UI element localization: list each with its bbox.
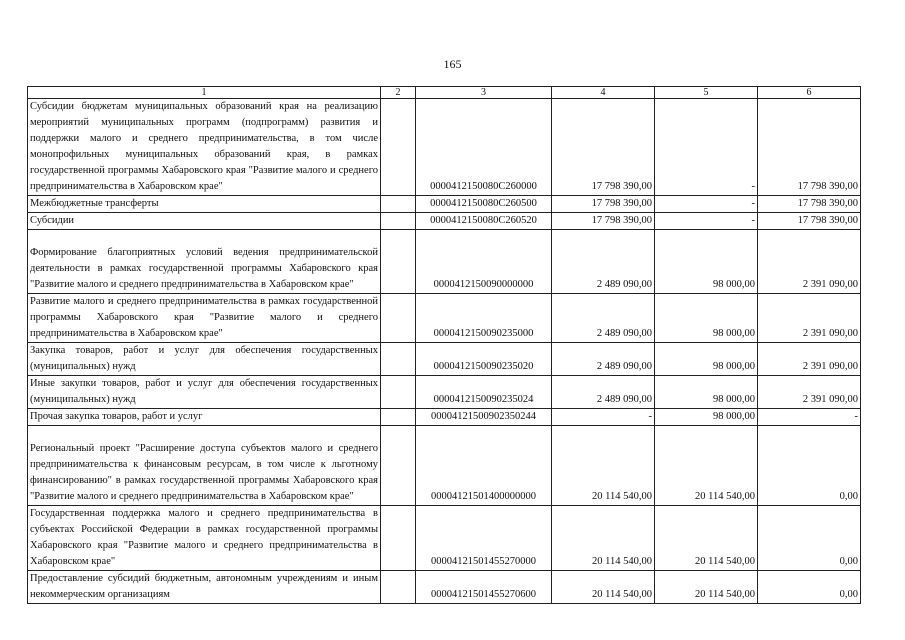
- row-col6: 17 798 390,00: [758, 196, 861, 213]
- row-code: 00004121501455270600: [416, 571, 552, 604]
- row-col5: -: [655, 99, 758, 196]
- table-row: [28, 506, 861, 571]
- row-col4: 2 489 090,00: [552, 230, 655, 294]
- row-code: 00004121501455270000: [416, 506, 552, 571]
- row-col6: 0,00: [758, 506, 861, 571]
- header-col-6: 6: [758, 87, 861, 99]
- table-row: [28, 571, 861, 604]
- row-col5: 98 000,00: [655, 409, 758, 426]
- row-col2: [381, 409, 416, 426]
- header-col-4: 4: [552, 87, 655, 99]
- row-col2: [381, 376, 416, 409]
- row-col2: [381, 213, 416, 230]
- row-code: 00004121501400000000: [416, 426, 552, 506]
- row-col4: 20 114 540,00: [552, 426, 655, 506]
- row-col6: -: [758, 409, 861, 426]
- row-name: Развитие малого и среднего предпринимательства в рамках государственной программы Хабаровского края "Развитие малого и среднего предпринимательства в Хабаровском крае": [28, 294, 381, 343]
- row-col5: -: [655, 213, 758, 230]
- row-col4: 17 798 390,00: [552, 213, 655, 230]
- row-code: 0000412150090235024: [416, 376, 552, 409]
- row-col6: 2 391 090,00: [758, 376, 861, 409]
- row-col4: 2 489 090,00: [552, 376, 655, 409]
- row-code: 0000412150080C260500: [416, 196, 552, 213]
- row-name: Иные закупки товаров, работ и услуг для обеспечения государственных (муниципальных) нужд: [28, 376, 381, 409]
- header-col-3: 3: [416, 87, 552, 99]
- row-col5: 20 114 540,00: [655, 506, 758, 571]
- row-name: Субсидии бюджетам муниципальных образований края на реализацию мероприятий муниципальных программ (подпрограмм) развития и поддержки малого и среднего предпринимательства, в том числе монопрофильных муниципальных образований края, в рамках государственной программы Хабаровского края "Развитие малого и среднего предпринимательства в Хабаровском крае": [28, 99, 381, 196]
- table-row: [28, 376, 861, 409]
- row-col4: 20 114 540,00: [552, 571, 655, 604]
- row-code: 0000412150090235000: [416, 294, 552, 343]
- row-col5: 98 000,00: [655, 294, 758, 343]
- budget-table: [27, 86, 861, 604]
- row-col2: [381, 230, 416, 294]
- row-col2: [381, 343, 416, 376]
- row-col5: 98 000,00: [655, 230, 758, 294]
- row-col4: 17 798 390,00: [552, 196, 655, 213]
- header-row: [28, 87, 861, 99]
- row-col6: 2 391 090,00: [758, 230, 861, 294]
- row-col2: [381, 196, 416, 213]
- row-col6: 17 798 390,00: [758, 99, 861, 196]
- row-col4: -: [552, 409, 655, 426]
- row-col2: [381, 294, 416, 343]
- row-col6: 0,00: [758, 571, 861, 604]
- row-col4: 20 114 540,00: [552, 506, 655, 571]
- row-name: Закупка товаров, работ и услуг для обеспечения государственных (муниципальных) нужд: [28, 343, 381, 376]
- table-row: [28, 196, 861, 213]
- row-name: Субсидии: [28, 213, 381, 230]
- row-code: 0000412150090235020: [416, 343, 552, 376]
- row-col2: [381, 426, 416, 506]
- table-row: [28, 230, 861, 294]
- row-col2: [381, 99, 416, 196]
- header-col-2: 2: [381, 87, 416, 99]
- header-col-1: 1: [28, 87, 381, 99]
- table-row: [28, 343, 861, 376]
- row-col2: [381, 506, 416, 571]
- table-row: [28, 294, 861, 343]
- row-col5: 20 114 540,00: [655, 571, 758, 604]
- page-number: 165: [443, 57, 462, 71]
- row-code: 0000412150080C260520: [416, 213, 552, 230]
- row-code: 0000412150090000000: [416, 230, 552, 294]
- row-name: Прочая закупка товаров, работ и услуг: [28, 409, 381, 426]
- row-col5: -: [655, 196, 758, 213]
- row-col6: 2 391 090,00: [758, 343, 861, 376]
- row-name: Государственная поддержка малого и среднего предпринимательства в субъектах Российской Федерации в рамках государственной программы Хабаровского края "Развитие малого и среднего предпринимательства в Хабаровском крае": [28, 506, 381, 571]
- row-col2: [381, 571, 416, 604]
- table-row: [28, 213, 861, 230]
- row-name: Региональный проект "Расширение доступа субъектов малого и среднего предпринимательства к финансовым ресурсам, в том числе к льготному финансированию" в рамках государственной программы Хабаровского края "Развитие малого и среднего предпринимательства в Хабаровском крае": [28, 426, 381, 506]
- row-col4: 2 489 090,00: [552, 343, 655, 376]
- header-col-5: 5: [655, 87, 758, 99]
- row-col4: 2 489 090,00: [552, 294, 655, 343]
- row-col5: 20 114 540,00: [655, 426, 758, 506]
- row-name: Формирование благоприятных условий ведения предпринимательской деятельности в рамках государственной программы Хабаровского края "Развитие малого и среднего предпринимательства в Хабаровском крае": [28, 230, 381, 294]
- table-row: [28, 99, 861, 196]
- row-col5: 98 000,00: [655, 343, 758, 376]
- table-row: [28, 426, 861, 506]
- row-code: 0000412150080C260000: [416, 99, 552, 196]
- table-row: [28, 409, 861, 426]
- row-col6: 0,00: [758, 426, 861, 506]
- row-col4: 17 798 390,00: [552, 99, 655, 196]
- row-name: Межбюджетные трансферты: [28, 196, 381, 213]
- row-col6: 2 391 090,00: [758, 294, 861, 343]
- row-name: Предоставление субсидий бюджетным, автономным учреждениям и иным некоммерческим организациям: [28, 571, 381, 604]
- row-col5: 98 000,00: [655, 376, 758, 409]
- row-code: 00004121500902350244: [416, 409, 552, 426]
- row-col6: 17 798 390,00: [758, 213, 861, 230]
